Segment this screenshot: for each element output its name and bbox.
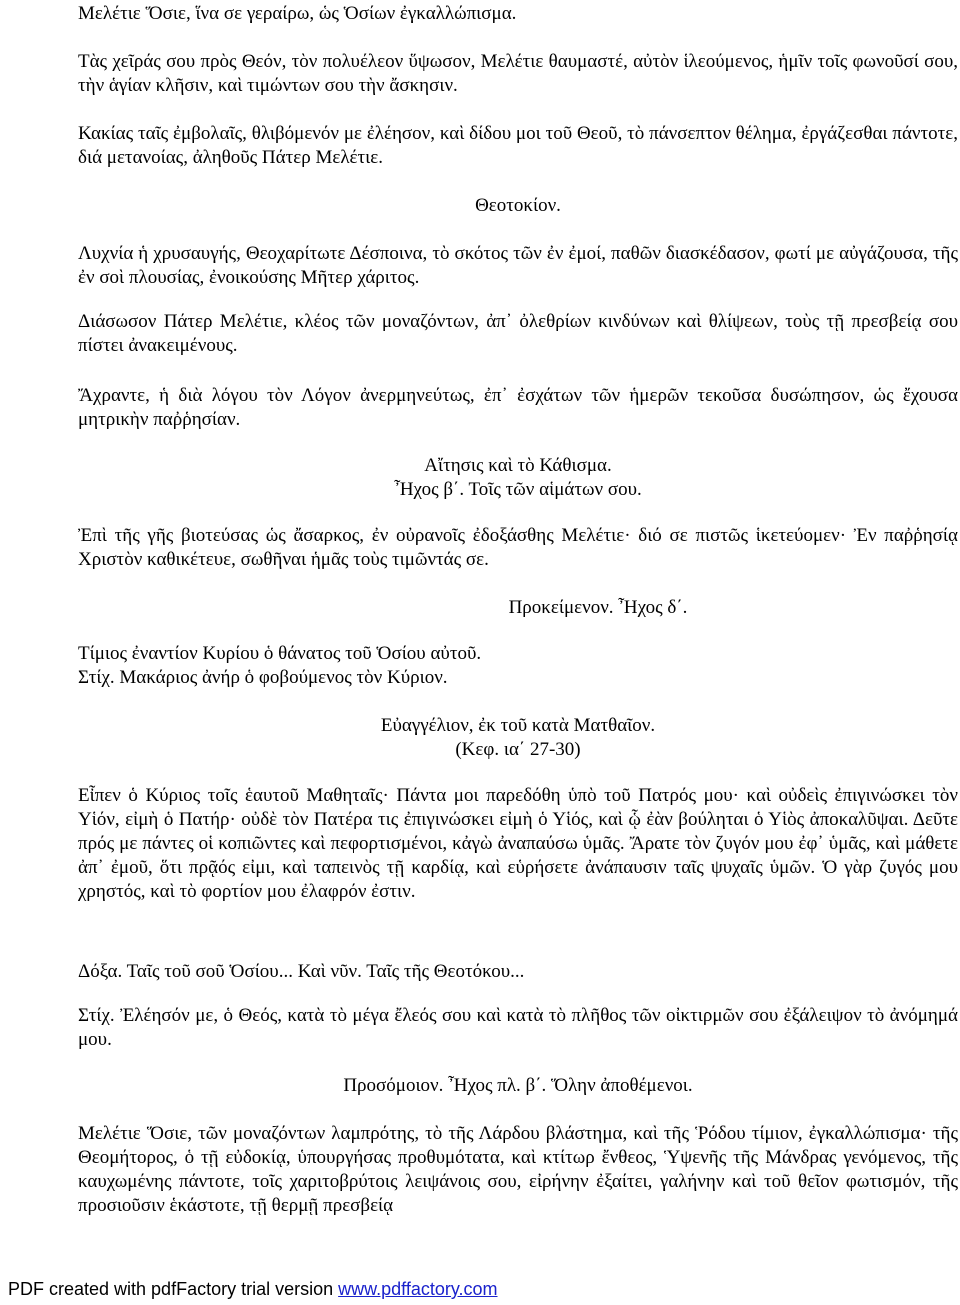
paragraph: Τὰς χεῖράς σου πρὸς Θεόν, τὸν πολυέλεον ὕψωσον, Μελέτιε θαυμαστέ, αὐτὸν ἱλεούμενος, ἡμῖν τοῖς φωνοῦσί σου, τὴν ἁγίαν κλῆσιν, καὶ τιμώντων σου τὴν ἄσκησιν. xyxy=(78,51,958,96)
paragraph: Διάσωσον Πάτερ Μελέτιε, κλέος τῶν μοναζόντων, ἀπ᾽ ὀλεθρίων κινδύνων καὶ θλίψεων, τοὺς τῇ πρεσβείᾳ σου πίστει ἀνακειμένους. xyxy=(78,311,958,356)
section-heading: (Κεφ. ια΄ 27-30) xyxy=(455,739,581,760)
section-heading: Θεοτοκίον. xyxy=(475,195,561,216)
verse-line: Στίχ. Μακάριος ἀνήρ ὁ φοβούμενος τὸν Κύριον. xyxy=(78,667,448,688)
section-heading: Αἴτησις καὶ τὸ Κάθισμα. xyxy=(424,455,612,476)
section-heading: Εὐαγγέλιον, ἐκ τοῦ κατὰ Ματθαῖον. xyxy=(380,715,656,736)
paragraph: Κακίας ταῖς ἐμβολαῖς, θλιβόμενόν με ἐλέησον, καὶ δίδου μοι τοῦ Θεοῦ, τὸ πάνσεπτον θέλημα, ἐργάζεσθαι πάντοτε, διά μετανοίας, ἀληθοῦς Πάτερ Μελέτιε. xyxy=(78,123,958,168)
paragraph: Ἄχραντε, ἡ διὰ λόγου τὸν Λόγον ἀνερμηνεύτως, ἐπ᾽ ἐσχάτων τῶν ἡμερῶν τεκοῦσα δυσώπησον, ὡς ἔχουσα μητρικὴν παῤῥησίαν. xyxy=(78,385,958,430)
section-heading: Προσόμοιον. Ἦχος πλ. β΄. Ὅλην ἀποθέμενοι. xyxy=(343,1075,693,1096)
pdf-footer xyxy=(8,1278,498,1300)
section-heading: Προκείμενον. Ἦχος δ΄. xyxy=(508,597,688,618)
paragraph: Λυχνία ἡ χρυσαυγής, Θεοχαρίτωτε Δέσποινα, τὸ σκότος τῶν ἐν ἐμοί, παθῶν διασκέδασον, φωτί με αὐγάζουσα, τῆς ἐν σοὶ πλουσίας, ἐνοικούσης Μῆτερ χάριτος. xyxy=(78,243,958,288)
paragraph: Μελέτιε Ὅσιε, ἵνα σε γεραίρω, ὡς Ὁσίων ἐγκαλλώπισμα. xyxy=(78,3,517,24)
paragraph: Εἶπεν ὁ Κύριος τοῖς ἑαυτοῦ Μαθηταῖς· Πάντα μοι παρεδόθη ὑπὸ τοῦ Πατρός μου· καὶ οὐδεὶς ἐπιγινώσκει τὸν Υἱόν, εἰμὴ ὁ Πατήρ· οὐδὲ τὸν Πατέρα τις ἐπιγινώσκει εἰμὴ ὁ Υἱός, καὶ ᾧ ἐὰν βούληται ὁ Υἱὸς ἀποκαλῦψαι. Δεῦτε πρός με πάντες οἱ κοπιῶντες καὶ πεφορτισμένοι, κἀγὼ ἀναπαύσω ὑμᾶς. Ἄρατε τὸν ζυγόν μου ἐφ᾽ ὑμᾶς, καὶ μάθετε ἀπ᾽ ἐμοῦ, ὅτι πρᾷός εἰμι, καὶ ταπεινὸς τῇ καρδίᾳ, καὶ εὑρήσετε ἀνάπαυσιν ταῖς ψυχαῖς ὑμῶν. Ὁ γὰρ ζυγός μου χρηστός, καὶ τὸ φορτίον μου ἐλαφρόν ἐστιν. xyxy=(78,785,958,902)
verse-line: Τίμιος ἐναντίον Κυρίου ὁ θάνατος τοῦ Ὁσίου αὐτοῦ. xyxy=(78,643,482,664)
paragraph: Στίχ. Ἐλέησόν με, ὁ Θεός, κατὰ τὸ μέγα ἔλεός σου καὶ κατὰ τὸ πλῆθος τῶν οἰκτιρμῶν σου ἐξάλειψον τὸ ἀνόμημά μου. xyxy=(78,1005,958,1050)
paragraph: Μελέτιε Ὅσιε, τῶν μοναζόντων λαμπρότης, τὸ τῆς Λάρδου βλάστημα, καὶ τῆς Ῥόδου τίμιον, ἐγκαλλώπισμα· τῆς Θεομήτορος, ὁ τῇ εὐδοκίᾳ, ὑπουργήσας προθυμότατα, καὶ κτίτωρ ἔνθεος, Ὑψενῆς τῆς Μάνδρας γενόμενος, τῆς καυχωμένης πάντοτε, τοῖς χαριτοβρύτοις λειψάνοις σου, εἰρήνην ἐξαίτει, γαλήνην καὶ τοῦ θεῖον φωτισμόν, τῆς προσιοῦσιν ἑκάστοτε, τῇ θερμῇ πρεσβείᾳ xyxy=(78,1123,958,1216)
paragraph: Δόξα. Ταῖς τοῦ σοῦ Ὁσίου... Καὶ νῦν. Ταῖς τῆς Θεοτόκου... xyxy=(78,961,525,982)
footer-link[interactable]: www.pdffactory.com xyxy=(338,1279,498,1299)
footer-text: PDF created with pdfFactory trial version xyxy=(8,1279,339,1299)
section-heading: Ἦχος β΄. Τοῖς τῶν αἱμάτων σου. xyxy=(394,479,642,500)
paragraph: Ἐπὶ τῆς γῆς βιοτεύσας ὡς ἄσαρκος, ἐν οὐρανοῖς ἐδοξάσθης Μελέτιε· διό σε πιστῶς ἱκετεύομεν· Ἐν παῤῥησίᾳ Χριστὸν καθικέτευε, σωθῆναι ἡμᾶς τοὺς τιμῶντάς σε. xyxy=(78,525,958,570)
